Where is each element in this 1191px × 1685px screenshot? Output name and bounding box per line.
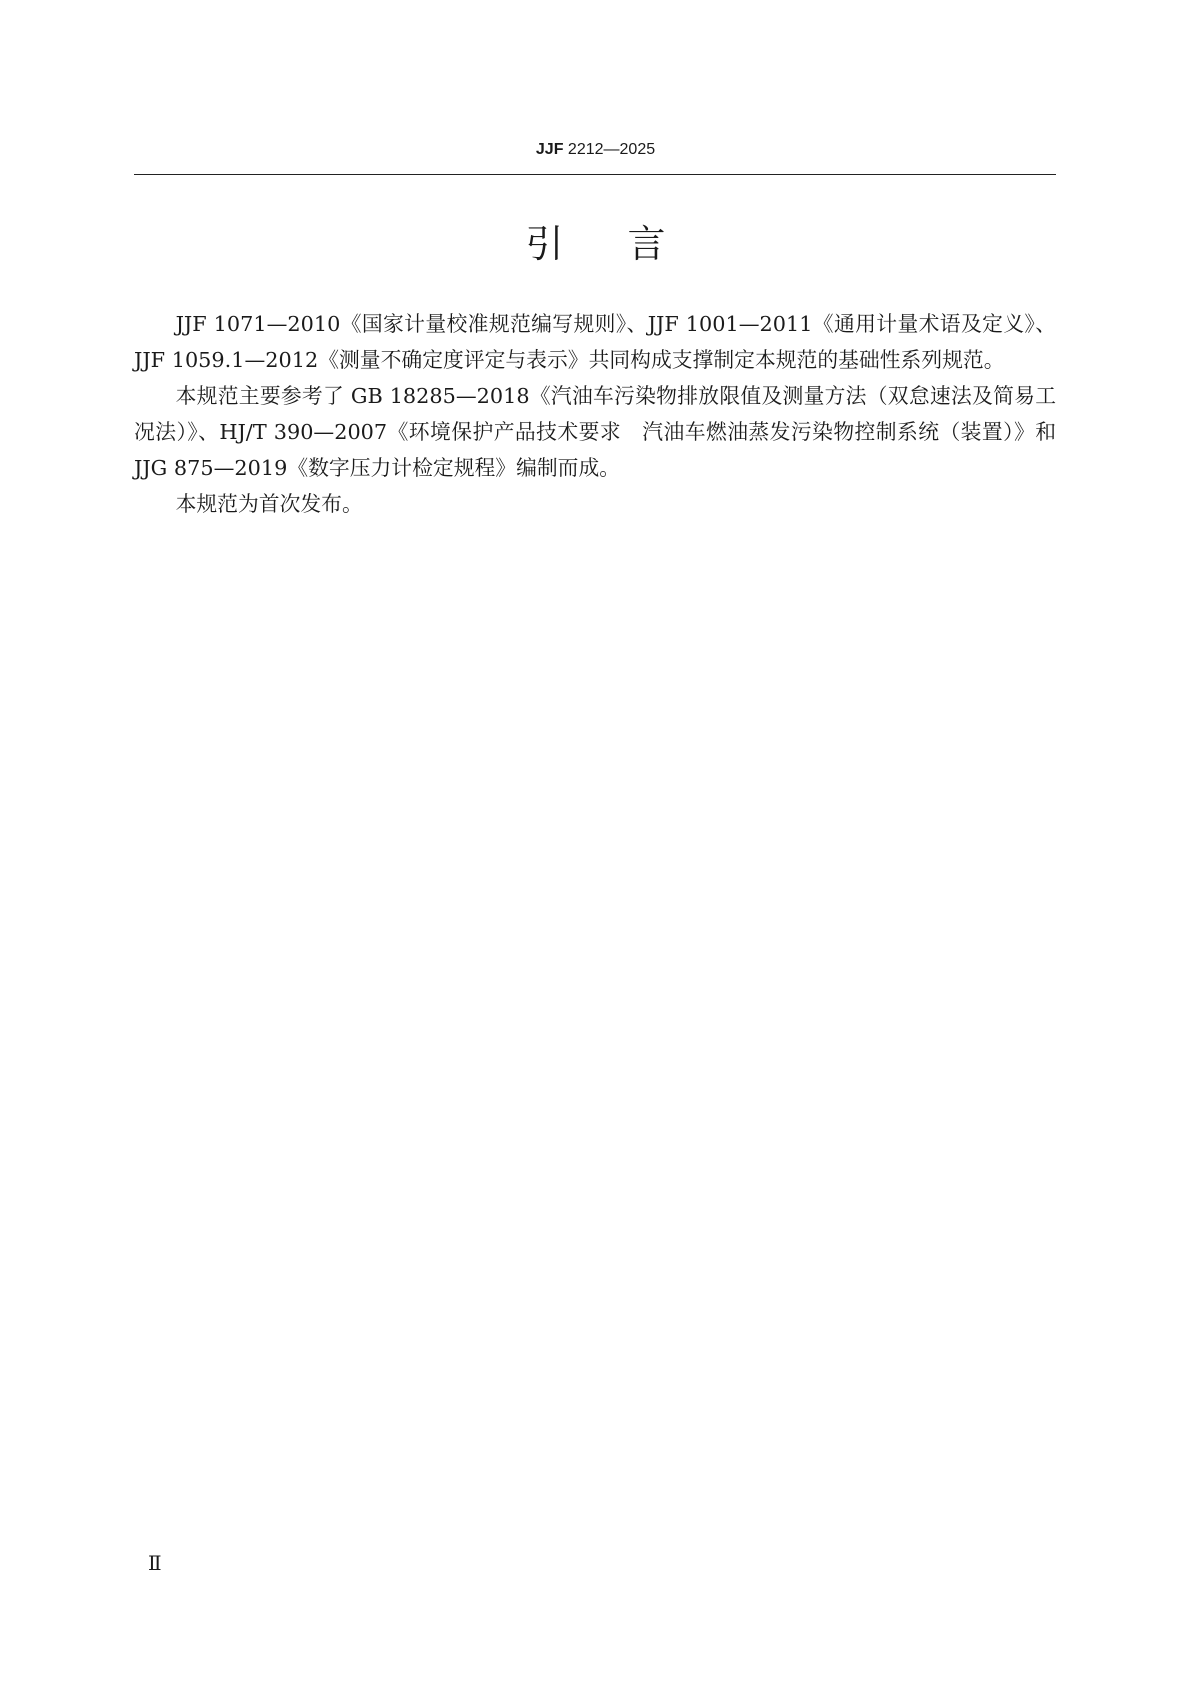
paragraph-first-release: 本规范为首次发布。 — [175, 492, 363, 516]
paragraph-normative-references: JJF 1071—2010《国家计量校准规范编写规则》、JJF 1001—2011《通用计量术语及定义》、JJF 1059.1—2012《测量不确定度评定与表示》共同构成支撑制定本规范的基础性系列规范。 — [134, 312, 1056, 372]
paragraph-reference-sources: 本规范主要参考了 GB 18285—2018《汽油车污染物排放限值及测量方法（双怠速法及简易工况法）》、HJ/T 390—2007《环境保护产品技术要求 汽油车燃油蒸发污染物控制系统（装置）》和 JJG 875—2019《数字压力计检定规程》编制而成。 — [134, 384, 1056, 480]
body-text — [134, 306, 1056, 522]
header-rule — [134, 174, 1056, 175]
running-header — [0, 140, 1191, 160]
page-number: Ⅱ — [148, 1553, 162, 1575]
standard-code-prefix: JJF — [535, 141, 564, 158]
page-title: 引言 — [525, 222, 730, 266]
standard-code-number: 2212—2025 — [567, 141, 656, 158]
